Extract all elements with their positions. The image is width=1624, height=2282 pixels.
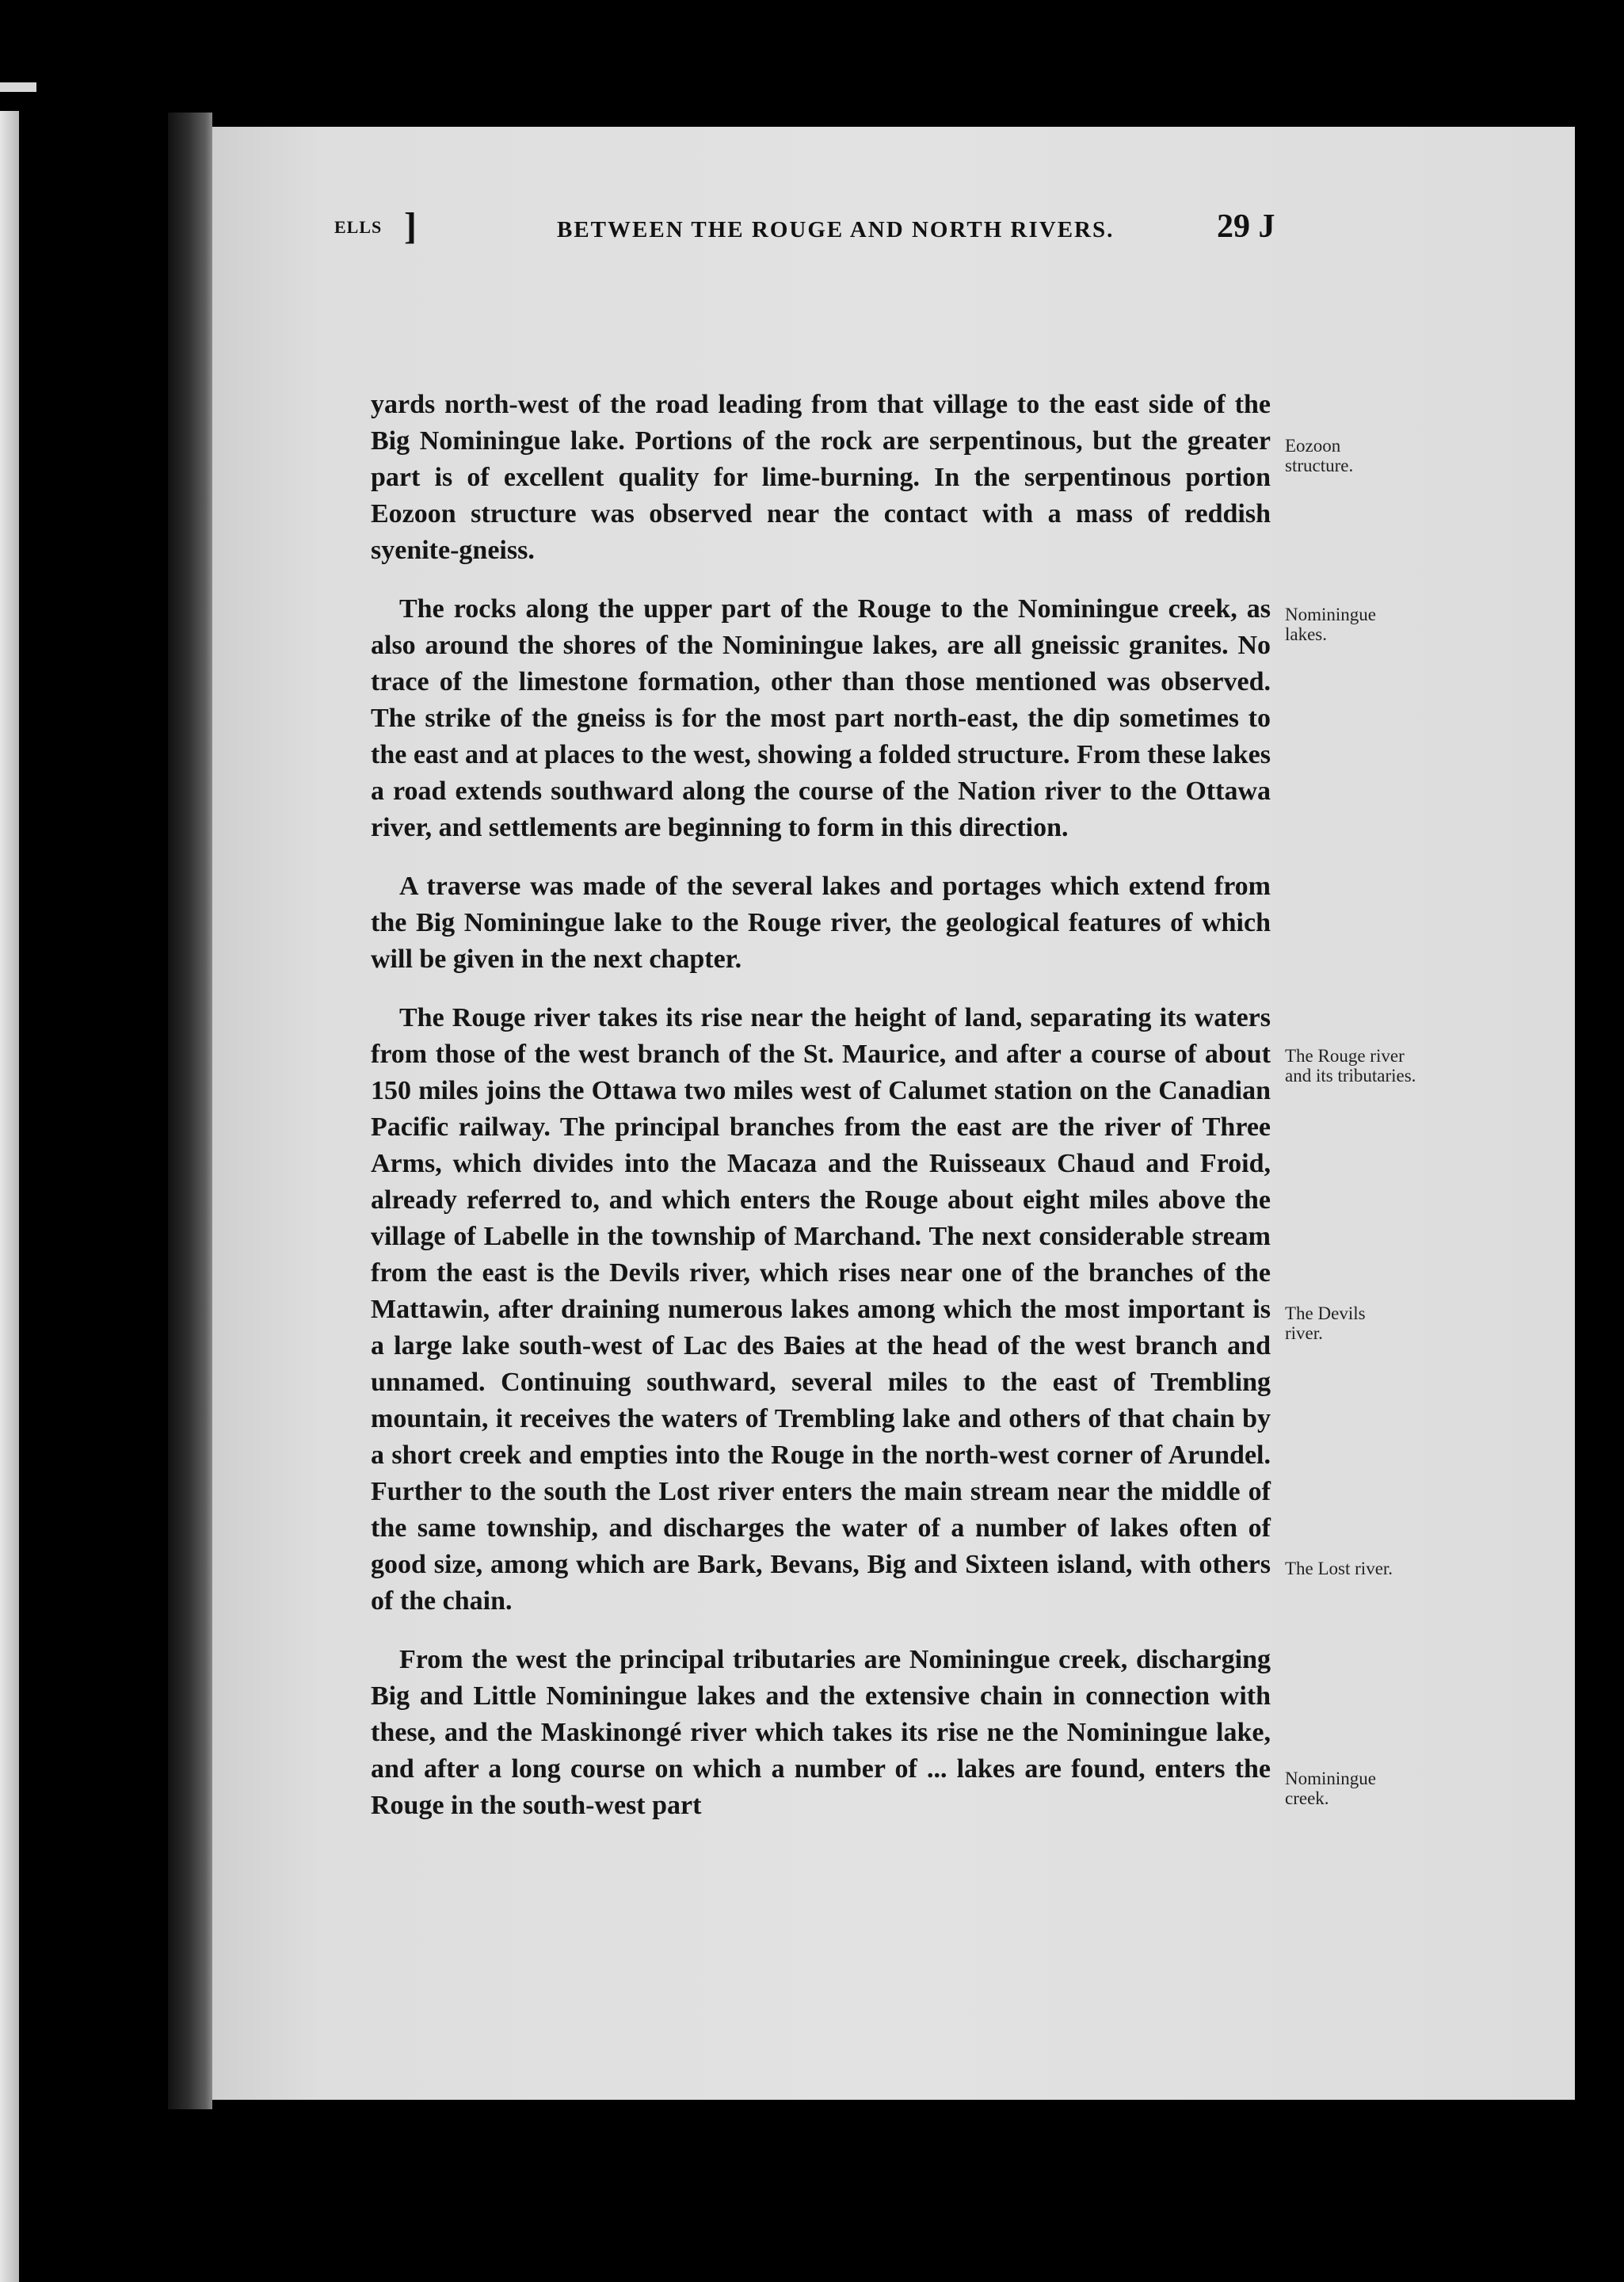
paragraph-1: yards north-west of the road leading from that village to the east side of the Big Nominingue lake. Portions of the rock are serpentinous, but the greater part is of excellent quality for lime-burning. In the serpentinous portion Eozoon structure was observed near the contact with a mass of reddish syenite-gneiss. — [371, 390, 1271, 565]
paragraph-2: The rocks along the upper part of the Rouge to the Nominingue creek, as also around the shores of the Nominingue lakes, are all gneissic granites. No trace of the limestone formation, other than those mentioned was observed. The strike of the gneiss is for the most part north-east, the dip sometimes to the east and at places to the west, showing a folded structure. From these lakes a road extends southward along the course of the Nation river to the Ottawa river, and settlements are beginning to form in this direction. — [371, 594, 1271, 842]
paragraph-4: The Rouge river takes its rise near the height of land, separating its waters from those of the west branch of the St. Maurice, and after a course of about 150 miles joins the Ottawa two miles west of Calumet station on the Canadian Pacific railway. The principal branches from the east are the river of Three Arms, which divides into the Macaza and the Ruisseaux Chaud and Froid, already referred to, and which enters the Rouge about eight miles above the village of Labelle in the township of Marchand. The next considerable stream from the east is the Devils river, which rises near one of the branches of the Mattawin, after draining numerous lakes among which the most important is a large lake south-west of Lac des Baies at the head of the west branch and unnamed. Continuing southward, several miles to the east of Trembling mountain, it receives the waters of Trembling lake and others of that chain by a short creek and empties into the Rouge in the north-west corner of Arundel. Further to the south the Lost river enters the main stream near the middle of the same township, and discharges the water of a number of lakes often of good size, among which are Bark, Bevans, Big and Sixteen island, with others of the chain. — [371, 1003, 1271, 1616]
header-signature: ELLS — [334, 217, 383, 237]
paragraph-5: From the west the principal tributaries are Nominingue creek, discharging Big and Little Nominingue lakes and the extensive chain in connection with these, and the Maskinongé river which takes its rise ne the Nominingue lake, and after a long course on which a number of ... lakes are found, enters the Rouge in the south-west part — [371, 1645, 1271, 1820]
margin-note-nominingue-lakes: Nominingue lakes. — [1285, 605, 1376, 644]
running-title: BETWEEN THE ROUGE AND NORTH RIVERS. — [557, 217, 1115, 242]
margin-note-devils-river: The Devils river. — [1285, 1303, 1366, 1343]
book-spine-shadow — [168, 113, 212, 2109]
margin-note-rouge-river: The Rouge river and its tributaries. — [1285, 1046, 1416, 1086]
scan-edge-mark — [0, 82, 36, 92]
previous-page-edge — [0, 111, 19, 2282]
margin-note-nominingue-creek: Nominingue creek. — [1285, 1769, 1376, 1808]
body-text — [371, 387, 1271, 1846]
margin-note-lost-river: The Lost river. — [1285, 1559, 1393, 1578]
paragraph-3: A traverse was made of the several lakes and portages which extend from the Big Nominingue lake to the Rouge river, the geological features of which will be given in the next chapter. — [371, 872, 1271, 974]
page-number: 29 J — [1217, 208, 1275, 245]
page-header — [212, 205, 1575, 263]
margin-note-eozoon: Eozoon structure. — [1285, 436, 1354, 475]
header-bracket: ] — [404, 205, 417, 247]
